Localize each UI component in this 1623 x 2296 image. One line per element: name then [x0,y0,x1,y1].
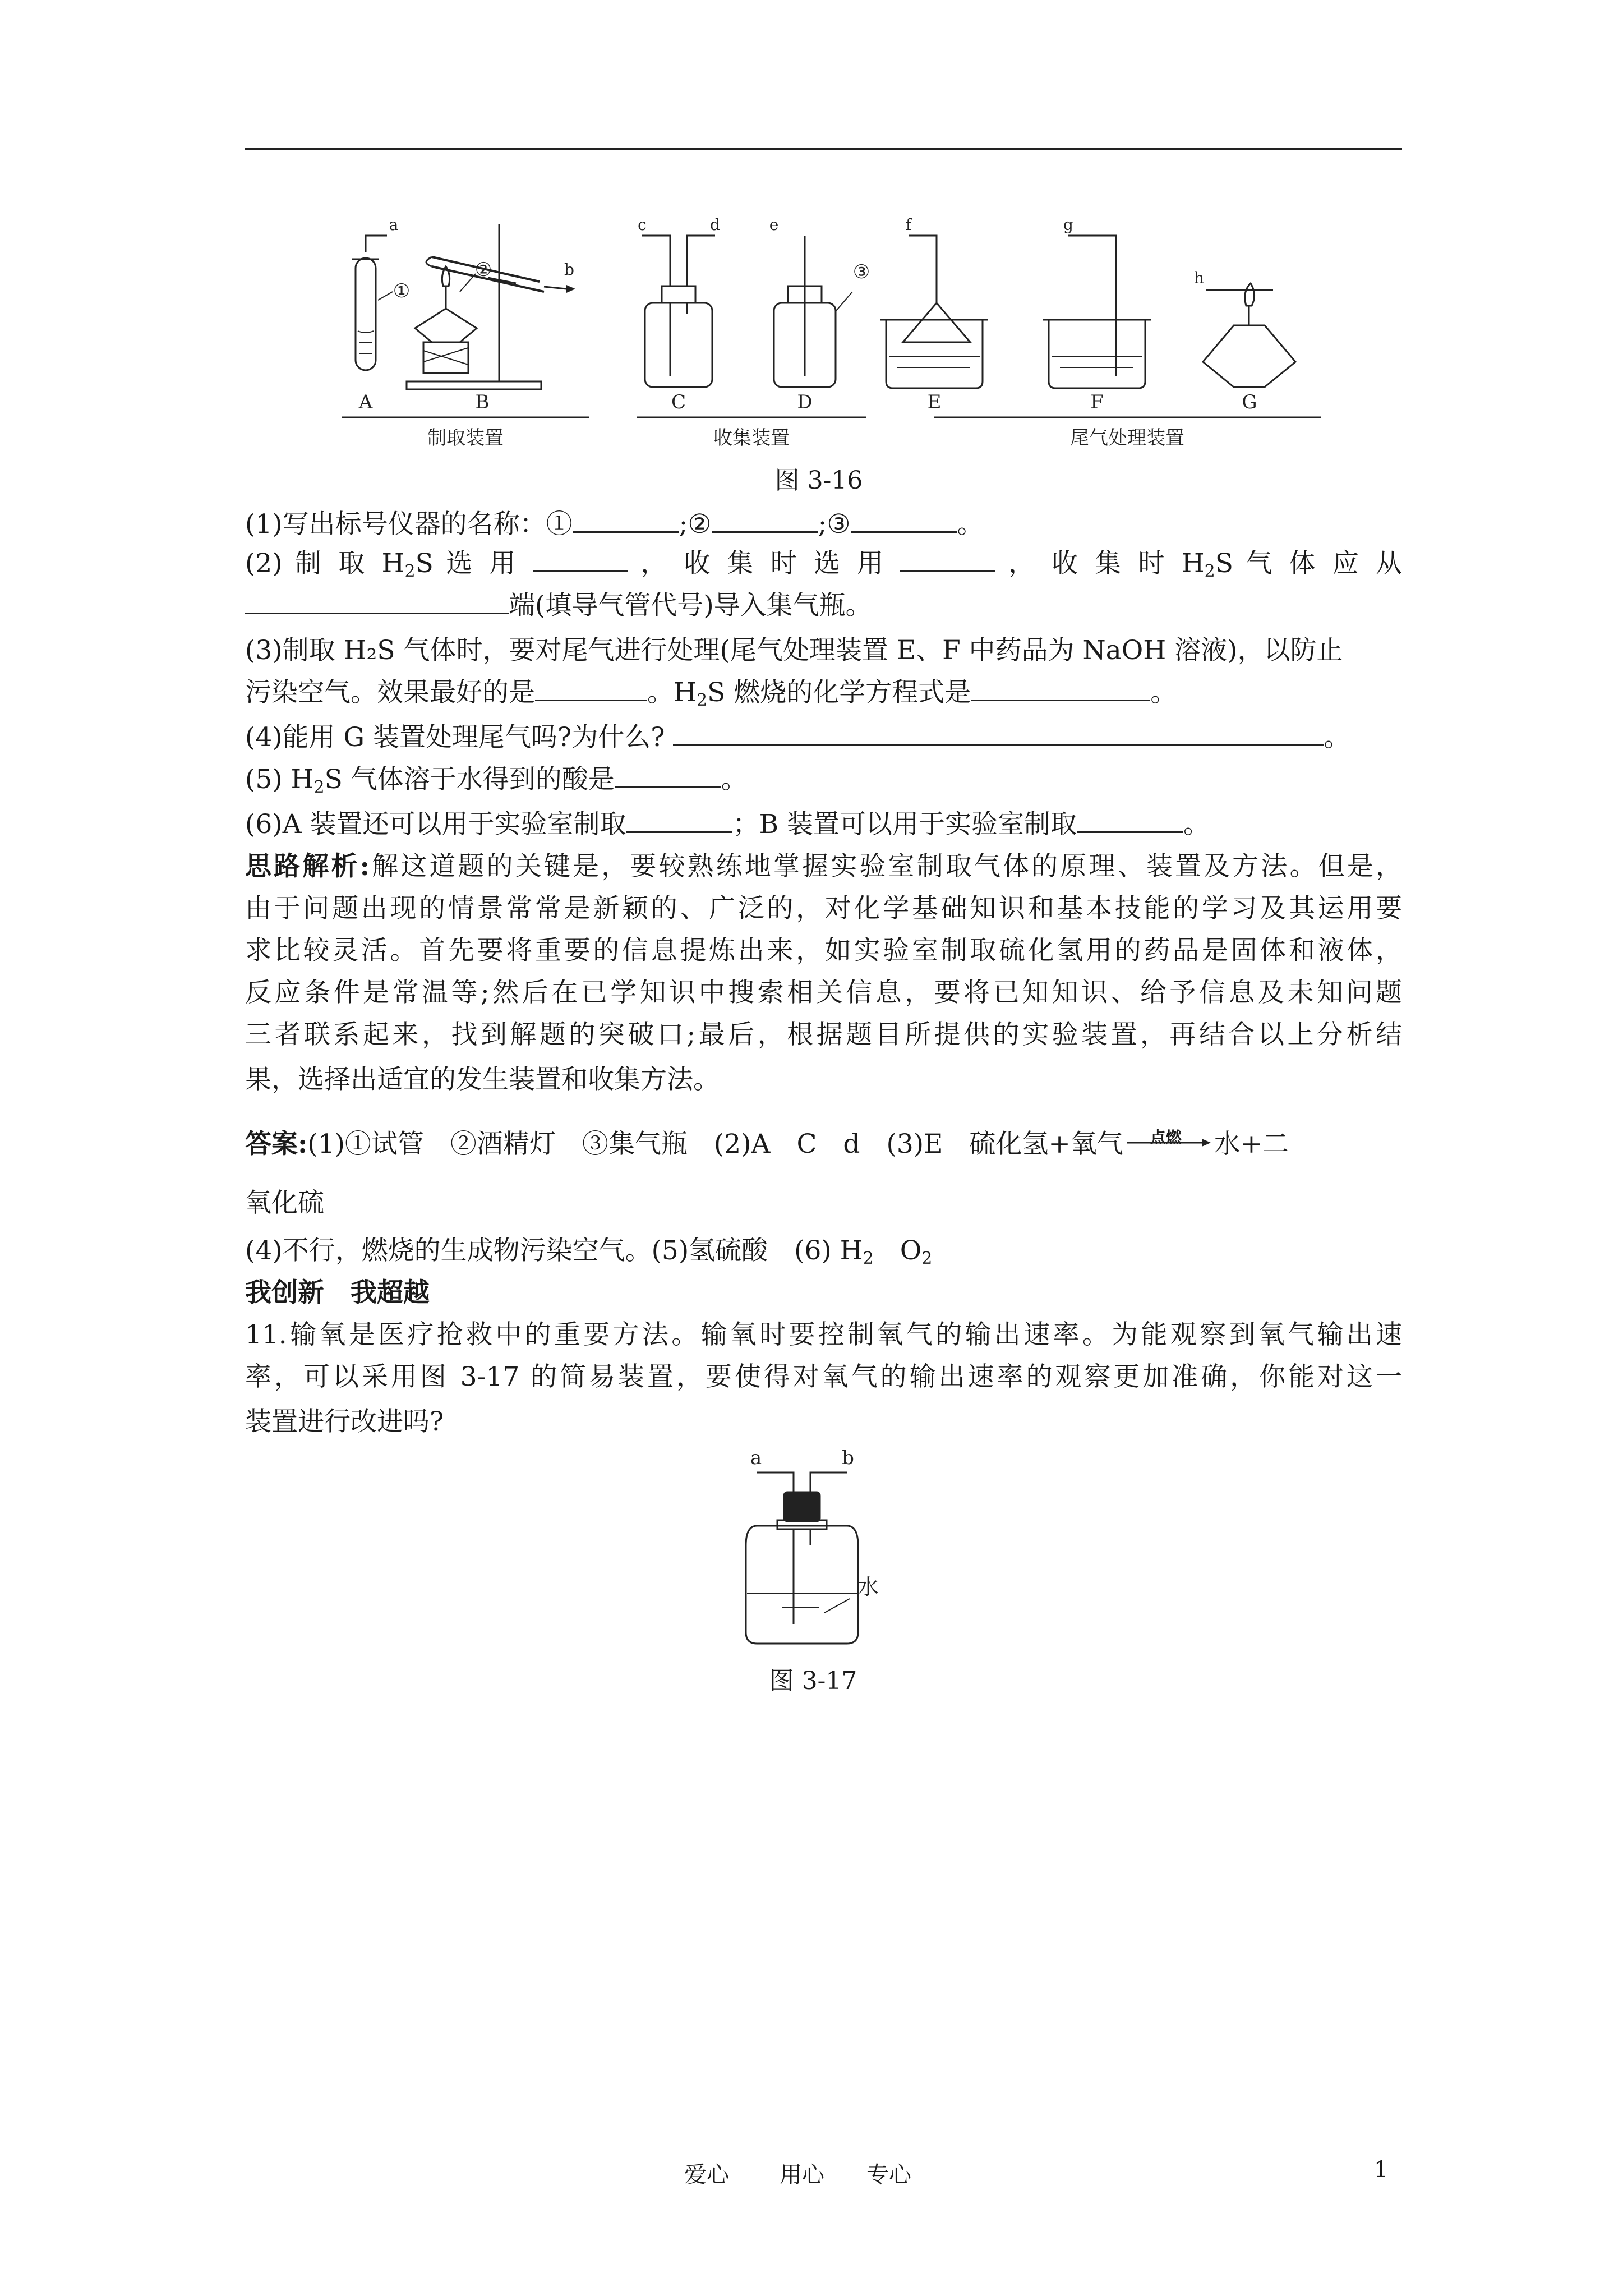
answer-line-3: (4)不行，燃烧的生成物污染空气。(5)氢硫酸 (6) $H_2$ $O_2$ [245,1235,933,1268]
figure-3-17-apparatus [723,1447,892,1655]
question-11-line-1: 11.输氧是医疗抢救中的重要方法。输氧时要控制氧气的输出速率。为能观察到氧气输出速 [245,1319,1402,1350]
page-number: 1 [1374,2157,1389,2183]
answer-line-2: 氧化硫 [245,1188,324,1218]
wash-bottle [746,1526,858,1644]
stopper [784,1492,820,1521]
analysis-line-3: 求比较灵活。首先要将重要的信息提炼出来，如实验室制取硫化氢用的药品是固体和液体， [245,935,1402,966]
marker-3: ③ [852,261,870,283]
tube-label-a: a [389,215,399,234]
answer-label: 答案: [245,1129,308,1159]
fig2-label-b: b [842,1447,854,1469]
figure-3-16-apparatus [331,213,1329,460]
tube-label-e: e [769,215,779,234]
apparatus-label-c: C [671,391,686,413]
header-rule [245,148,1402,150]
arrow-icon [1127,1137,1211,1148]
question-4: (4)能用 G 装置处理尾气吗?为什么? 。 [245,712,1402,763]
analysis-line-2: 由于问题出现的情景常常是新颖的、广泛的，对化学基础知识和基本技能的学习及其运用要 [245,893,1402,924]
question-11-line-2: 率，可以采用图 3-17 的简易装置，要使得对氧气的输出速率的观察更加准确，你能对这一 [245,1361,1402,1392]
fig2-label-a: a [750,1447,762,1469]
beaker-e [886,320,983,388]
apparatus-label-a: A [358,391,373,413]
figure-3-16-caption: 图 3-16 [774,466,863,495]
tube-label-c: c [638,215,647,234]
apparatus-label-f: F [1090,391,1104,413]
marker-2: ② [474,259,492,281]
footer-item-2: 用心 [780,2162,824,2188]
question-2-line-1: (2) 制 取 $H_2S$ 选 用 ， 收 集 时 选 用 ， 收 集 时 $H_2S$ 气 体 应 从 [245,539,1402,589]
answer-line-1: 答案:(1)①试管 ②酒精灯 ③集气瓶 (2)A C d (3)E 硫化氢+氧气 点燃 水+二 [245,1119,1402,1170]
apparatus-label-d: D [797,391,813,413]
apparatus-label-g: G [1242,391,1257,413]
section-title: 我创新 我超越 [245,1277,430,1308]
question-3-line-1: (3)制取 H₂S 气体时，要对尾气进行处理(尾气处理装置 E、F 中药品为 NaOH 溶液)，以防止 [245,635,1343,666]
alcohol-lamp [415,309,477,342]
analysis-line-4: 反应条件是常温等;然后在已学知识中搜索相关信息，要将已知知识、给予信息及未知问题 [245,977,1402,1008]
footer-item-1: 爱心 [684,2162,729,2188]
reaction-condition: 点燃 [1150,1128,1182,1147]
question-2-line-2: 端(填导气管代号)导入集气瓶。 [245,581,1402,631]
footer-item-3: 专心 [866,2162,911,2188]
marker-1: ① [393,280,411,302]
analysis-line-1: 思路解析:解这道题的关键是，要较熟练地掌握实验室制取气体的原理、装置及方法。但是， [245,851,1402,882]
gas-bottle-c [645,303,712,387]
question-11-line-3: 装置进行改进吗? [245,1406,444,1437]
analysis-line-6: 果，选择出适宜的发生装置和收集方法。 [245,1064,720,1095]
tube-label-h: h [1193,269,1205,287]
analysis-line-5: 三者联系起来，找到解题的突破口;最后，根据题目所提供的实验装置，再结合以上分析结 [245,1019,1402,1050]
beaker-f [1049,320,1145,388]
group-label-production: 制取装置 [427,427,504,449]
fig2-label-water: 水 [857,1575,879,1599]
tube-label-g: g [1063,215,1073,234]
group-label-collection: 收集装置 [713,427,790,449]
apparatus-label-e: E [927,391,942,413]
question-6: (6)A 装置还可以用于实验室制取 ；B 装置可以用于实验室制取 。 [245,799,1402,850]
tube-label-f: f [905,215,912,234]
question-1: (1)写出标号仪器的名称：① ;② ;③ 。 [245,499,1402,550]
figure-3-17-caption: 图 3-17 [769,1667,857,1695]
reaction-arrow [1127,1127,1211,1153]
apparatus-label-b: B [475,391,490,413]
tube-label-b: b [564,260,574,279]
alcohol-lamp-g [1203,325,1295,387]
question-3-line-2: 污染空气。效果最好的是 。$H_2S$ 燃烧的化学方程式是 。 [245,668,1402,718]
group-label-tail-gas: 尾气处理装置 [1070,427,1184,449]
analysis-label: 思路解析: [245,851,370,882]
question-5: (5) $H_2S$ 气体溶于水得到的酸是 。 [245,754,1402,805]
tube-label-d: d [710,215,720,234]
